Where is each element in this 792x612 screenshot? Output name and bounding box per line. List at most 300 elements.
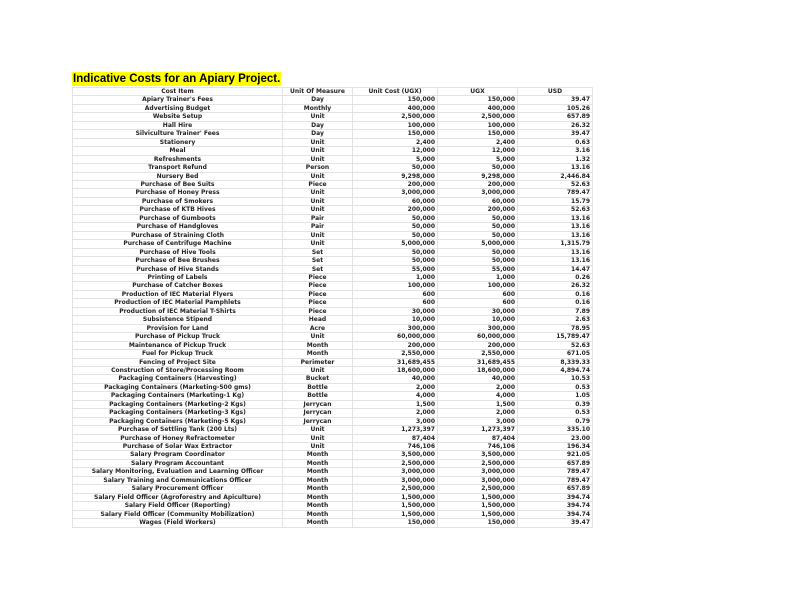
cell-cost-item[interactable]: Salary Program Accountant: [73, 459, 283, 467]
table-row: [73, 197, 593, 205]
cell-unit-cost[interactable]: 100,000: [353, 121, 438, 129]
cell-usd[interactable]: 0.53: [518, 409, 593, 417]
cell-usd[interactable]: 7.89: [518, 307, 593, 315]
table-row: [73, 147, 593, 155]
cell-cost-item[interactable]: Production of IEC Material Flyers: [73, 290, 283, 298]
cell-cost-item[interactable]: Purchase of Gumboots: [73, 214, 283, 222]
table-row: [73, 451, 593, 459]
table-row: [73, 155, 593, 163]
cell-ugx[interactable]: 600: [438, 299, 518, 307]
cell-ugx[interactable]: 1,500,000: [438, 493, 518, 501]
cell-unit-cost[interactable]: 1,500,000: [353, 502, 438, 510]
table-row: [73, 400, 593, 408]
cell-usd[interactable]: 1.05: [518, 392, 593, 400]
cell-unit[interactable]: Set: [283, 248, 353, 256]
cell-ugx[interactable]: 5,000,000: [438, 240, 518, 248]
cell-usd[interactable]: 3.16: [518, 147, 593, 155]
cell-cost-item[interactable]: Packaging Containers (Marketing-2 Kgs): [73, 400, 283, 408]
cell-unit[interactable]: Bucket: [283, 375, 353, 383]
cell-unit-cost[interactable]: 1,273,397: [353, 426, 438, 434]
table-row: [73, 426, 593, 434]
cell-unit[interactable]: Unit: [283, 189, 353, 197]
cell-unit-cost[interactable]: 2,500,000: [353, 113, 438, 121]
cell-ugx[interactable]: 150,000: [438, 519, 518, 527]
cell-cost-item[interactable]: Fencing of Project Site: [73, 358, 283, 366]
table-row: [73, 121, 593, 129]
cell-ugx[interactable]: 50,000: [438, 248, 518, 256]
cell-ugx[interactable]: 50,000: [438, 257, 518, 265]
cell-unit[interactable]: Month: [283, 350, 353, 358]
header-usd[interactable]: USD: [518, 88, 593, 96]
cell-unit-cost[interactable]: 2,400: [353, 138, 438, 146]
cell-unit-cost[interactable]: 3,500,000: [353, 451, 438, 459]
cell-usd[interactable]: 78.95: [518, 324, 593, 332]
cell-usd[interactable]: 394.74: [518, 510, 593, 518]
cell-usd[interactable]: 52.63: [518, 206, 593, 214]
cell-cost-item[interactable]: Purchase of Hive Tools: [73, 248, 283, 256]
cell-unit-cost[interactable]: 1,500,000: [353, 493, 438, 501]
table-row: [73, 468, 593, 476]
header-unit-cost-ugx[interactable]: Unit Cost (UGX): [353, 88, 438, 96]
cell-unit[interactable]: Month: [283, 459, 353, 467]
cell-cost-item[interactable]: Packaging Containers (Harvesting): [73, 375, 283, 383]
cell-usd[interactable]: 1.32: [518, 155, 593, 163]
cell-ugx[interactable]: 87,404: [438, 434, 518, 442]
cell-unit-cost[interactable]: 2,500,000: [353, 459, 438, 467]
cell-cost-item[interactable]: Salary Training and Communications Officer: [73, 476, 283, 484]
cell-ugx[interactable]: 4,000: [438, 392, 518, 400]
cell-ugx[interactable]: 2,500,000: [438, 113, 518, 121]
cell-cost-item[interactable]: Maintenance of Pickup Truck: [73, 341, 283, 349]
cell-ugx[interactable]: 150,000: [438, 130, 518, 138]
cell-cost-item[interactable]: Packaging Containers (Marketing-5 Kgs): [73, 417, 283, 425]
cell-ugx[interactable]: 3,500,000: [438, 451, 518, 459]
cell-cost-item[interactable]: Advertising Budget: [73, 104, 283, 112]
cell-cost-item[interactable]: Purchase of Hive Stands: [73, 265, 283, 273]
table-row: [73, 138, 593, 146]
cell-unit[interactable]: Jerrycan: [283, 409, 353, 417]
table-row: [73, 172, 593, 180]
cell-usd[interactable]: 789.47: [518, 476, 593, 484]
cell-cost-item[interactable]: Subsistence Stipend: [73, 316, 283, 324]
cell-unit[interactable]: Piece: [283, 282, 353, 290]
table-row: [73, 341, 593, 349]
cell-unit-cost[interactable]: 600: [353, 290, 438, 298]
table-row: [73, 290, 593, 298]
cell-ugx[interactable]: 30,000: [438, 307, 518, 315]
cell-ugx[interactable]: 400,000: [438, 104, 518, 112]
cell-unit-cost[interactable]: 3,000: [353, 417, 438, 425]
table-row: [73, 206, 593, 214]
cell-cost-item[interactable]: Salary Program Coordinator: [73, 451, 283, 459]
cell-unit[interactable]: Piece: [283, 180, 353, 188]
header-cost-item[interactable]: Cost Item: [73, 88, 283, 96]
cell-usd[interactable]: 26.32: [518, 121, 593, 129]
cell-cost-item[interactable]: Salary Procurement Officer: [73, 485, 283, 493]
cell-unit[interactable]: Unit: [283, 147, 353, 155]
cell-unit[interactable]: Unit: [283, 434, 353, 442]
cell-unit[interactable]: Bottle: [283, 392, 353, 400]
cell-cost-item[interactable]: Salary Field Officer (Community Mobilization): [73, 510, 283, 518]
cell-cost-item[interactable]: Salary Field Officer (Reporting): [73, 502, 283, 510]
cell-usd[interactable]: 39.47: [518, 519, 593, 527]
cell-unit[interactable]: Unit: [283, 333, 353, 341]
cell-usd[interactable]: 335.10: [518, 426, 593, 434]
cell-cost-item[interactable]: Purchase of Pickup Truck: [73, 333, 283, 341]
cell-unit[interactable]: Unit: [283, 172, 353, 180]
cell-ugx[interactable]: 100,000: [438, 282, 518, 290]
cell-ugx[interactable]: 2,500,000: [438, 459, 518, 467]
cell-unit-cost[interactable]: 12,000: [353, 147, 438, 155]
cell-unit[interactable]: Set: [283, 265, 353, 273]
cell-unit-cost[interactable]: 55,000: [353, 265, 438, 273]
cell-ugx[interactable]: 1,273,397: [438, 426, 518, 434]
cell-unit-cost[interactable]: 18,600,000: [353, 366, 438, 374]
table-row: [73, 510, 593, 518]
cell-ugx[interactable]: 3,000,000: [438, 468, 518, 476]
cell-usd[interactable]: 2.63: [518, 316, 593, 324]
cell-unit-cost[interactable]: 50,000: [353, 231, 438, 239]
cell-unit-cost[interactable]: 150,000: [353, 96, 438, 104]
cell-unit-cost[interactable]: 40,000: [353, 375, 438, 383]
cell-usd[interactable]: 13.16: [518, 164, 593, 172]
cell-usd[interactable]: 0.63: [518, 138, 593, 146]
cell-unit-cost[interactable]: 746,106: [353, 443, 438, 451]
cell-unit[interactable]: Unit: [283, 231, 353, 239]
cell-usd[interactable]: 23.00: [518, 434, 593, 442]
cell-cost-item[interactable]: Purchase of Smokers: [73, 197, 283, 205]
table-row: [73, 502, 593, 510]
cell-unit-cost[interactable]: 200,000: [353, 206, 438, 214]
cell-ugx[interactable]: 200,000: [438, 341, 518, 349]
cell-ugx[interactable]: 200,000: [438, 206, 518, 214]
cell-unit[interactable]: Unit: [283, 155, 353, 163]
cell-usd[interactable]: 39.47: [518, 96, 593, 104]
cell-usd[interactable]: 0.16: [518, 299, 593, 307]
table-row: [73, 96, 593, 104]
cell-unit[interactable]: Month: [283, 519, 353, 527]
cell-unit[interactable]: Unit: [283, 443, 353, 451]
cell-usd[interactable]: 657.89: [518, 485, 593, 493]
cell-ugx[interactable]: 2,550,000: [438, 350, 518, 358]
cell-cost-item[interactable]: Purchase of KTB Hives: [73, 206, 283, 214]
cell-usd[interactable]: 15.79: [518, 197, 593, 205]
cell-cost-item[interactable]: Construction of Store/Processing Room: [73, 366, 283, 374]
cell-ugx[interactable]: 50,000: [438, 231, 518, 239]
cell-usd[interactable]: 0.53: [518, 383, 593, 391]
cell-usd[interactable]: 0.16: [518, 290, 593, 298]
cell-usd[interactable]: 26.32: [518, 282, 593, 290]
cell-usd[interactable]: 196.34: [518, 443, 593, 451]
cell-cost-item[interactable]: Purchase of Settling Tank (200 Lts): [73, 426, 283, 434]
cell-unit-cost[interactable]: 3,000,000: [353, 468, 438, 476]
cell-unit[interactable]: Month: [283, 493, 353, 501]
cell-unit[interactable]: Day: [283, 121, 353, 129]
cell-ugx[interactable]: 600: [438, 290, 518, 298]
cell-unit[interactable]: Perimeter: [283, 358, 353, 366]
cell-unit-cost[interactable]: 50,000: [353, 214, 438, 222]
cell-ugx[interactable]: 31,689,455: [438, 358, 518, 366]
cell-ugx[interactable]: 18,600,000: [438, 366, 518, 374]
table-row: [73, 104, 593, 112]
table-row: [73, 366, 593, 374]
table-row: [73, 333, 593, 341]
table-row: [73, 383, 593, 391]
cell-ugx[interactable]: 3,000,000: [438, 189, 518, 197]
cell-unit-cost[interactable]: 400,000: [353, 104, 438, 112]
cell-unit-cost[interactable]: 9,298,000: [353, 172, 438, 180]
cell-ugx[interactable]: 746,106: [438, 443, 518, 451]
cell-cost-item[interactable]: Purchase of Honey Refractometer: [73, 434, 283, 442]
cell-unit[interactable]: Unit: [283, 426, 353, 434]
cell-usd[interactable]: 0.79: [518, 417, 593, 425]
cell-unit[interactable]: Piece: [283, 290, 353, 298]
table-row: [73, 240, 593, 248]
cell-cost-item[interactable]: Stationery: [73, 138, 283, 146]
sheet-title: Indicative Costs for an Apiary Project.: [73, 73, 281, 85]
table-row: [73, 248, 593, 256]
cell-unit[interactable]: Monthly: [283, 104, 353, 112]
table-row: [73, 358, 593, 366]
cell-ugx[interactable]: 150,000: [438, 96, 518, 104]
cell-ugx[interactable]: 2,500,000: [438, 485, 518, 493]
cell-unit[interactable]: Month: [283, 510, 353, 518]
cell-usd[interactable]: 2,446.84: [518, 172, 593, 180]
cell-unit[interactable]: Person: [283, 164, 353, 172]
cell-cost-item[interactable]: Salary Monitoring, Evaluation and Learning Officer: [73, 468, 283, 476]
cell-cost-item[interactable]: Meal: [73, 147, 283, 155]
table-row: [73, 392, 593, 400]
table-row: [73, 307, 593, 315]
cell-usd[interactable]: 1,315.79: [518, 240, 593, 248]
cell-cost-item[interactable]: Purchase of Centrifuge Machine: [73, 240, 283, 248]
table-row: [73, 180, 593, 188]
cell-unit[interactable]: Day: [283, 130, 353, 138]
cell-usd[interactable]: 13.16: [518, 248, 593, 256]
cell-usd[interactable]: 789.47: [518, 189, 593, 197]
cell-unit[interactable]: Unit: [283, 206, 353, 214]
cell-unit[interactable]: Month: [283, 502, 353, 510]
cell-usd[interactable]: 13.16: [518, 214, 593, 222]
cell-ugx[interactable]: 100,000: [438, 121, 518, 129]
cell-cost-item[interactable]: Packaging Containers (Marketing-500 gms): [73, 383, 283, 391]
cell-usd[interactable]: 14.47: [518, 265, 593, 273]
cell-unit-cost[interactable]: 5,000,000: [353, 240, 438, 248]
cell-unit[interactable]: Month: [283, 451, 353, 459]
cell-unit[interactable]: Bottle: [283, 383, 353, 391]
cell-ugx[interactable]: 3,000,000: [438, 476, 518, 484]
cell-unit[interactable]: Month: [283, 485, 353, 493]
cell-cost-item[interactable]: Refreshments: [73, 155, 283, 163]
cell-unit[interactable]: Unit: [283, 197, 353, 205]
cell-ugx[interactable]: 50,000: [438, 223, 518, 231]
cell-ugx[interactable]: 40,000: [438, 375, 518, 383]
cell-usd[interactable]: 105.26: [518, 104, 593, 112]
cell-ugx[interactable]: 1,500,000: [438, 510, 518, 518]
cell-cost-item[interactable]: Website Setup: [73, 113, 283, 121]
cell-unit-cost[interactable]: 300,000: [353, 324, 438, 332]
cell-unit-cost[interactable]: 4,000: [353, 392, 438, 400]
cell-ugx[interactable]: 1,500,000: [438, 502, 518, 510]
cell-usd[interactable]: 657.89: [518, 113, 593, 121]
cell-ugx[interactable]: 55,000: [438, 265, 518, 273]
cell-unit-cost[interactable]: 200,000: [353, 341, 438, 349]
cell-ugx[interactable]: 2,400: [438, 138, 518, 146]
cell-usd[interactable]: 52.63: [518, 341, 593, 349]
cell-unit-cost[interactable]: 5,000: [353, 155, 438, 163]
cell-unit[interactable]: Month: [283, 341, 353, 349]
cell-usd[interactable]: 13.16: [518, 231, 593, 239]
cell-usd[interactable]: 39.47: [518, 130, 593, 138]
cell-unit-cost[interactable]: 87,404: [353, 434, 438, 442]
cell-unit-cost[interactable]: 3,000,000: [353, 476, 438, 484]
cell-unit-cost[interactable]: 1,500: [353, 400, 438, 408]
cell-usd[interactable]: 8,339.33: [518, 358, 593, 366]
cell-usd[interactable]: 394.74: [518, 502, 593, 510]
table-row: [73, 214, 593, 222]
cell-cost-item[interactable]: Provision for Land: [73, 324, 283, 332]
cell-cost-item[interactable]: Purchase of Straining Cloth: [73, 231, 283, 239]
table-row: [73, 231, 593, 239]
cell-unit[interactable]: Unit: [283, 138, 353, 146]
cell-unit-cost[interactable]: 50,000: [353, 223, 438, 231]
cell-unit-cost[interactable]: 150,000: [353, 519, 438, 527]
cell-unit-cost[interactable]: 2,550,000: [353, 350, 438, 358]
cell-usd[interactable]: 0.39: [518, 400, 593, 408]
cell-cost-item[interactable]: Silviculture Trainer' Fees: [73, 130, 283, 138]
cell-cost-item[interactable]: Fuel for Pickup Truck: [73, 350, 283, 358]
cell-unit-cost[interactable]: 3,000,000: [353, 189, 438, 197]
cell-unit-cost[interactable]: 2,500,000: [353, 485, 438, 493]
cell-usd[interactable]: 4,894.74: [518, 366, 593, 374]
cell-cost-item[interactable]: Production of IEC Material Pamphlets: [73, 299, 283, 307]
cell-cost-item[interactable]: Wages (Field Workers): [73, 519, 283, 527]
cell-usd[interactable]: 10.53: [518, 375, 593, 383]
cell-ugx[interactable]: 1,500: [438, 400, 518, 408]
cell-unit-cost[interactable]: 1,500,000: [353, 510, 438, 518]
cell-cost-item[interactable]: Nursery Bed: [73, 172, 283, 180]
cell-unit[interactable]: Jerrycan: [283, 417, 353, 425]
cell-cost-item[interactable]: Salary Field Officer (Agroforestry and Apiculture): [73, 493, 283, 501]
cell-usd[interactable]: 15,789.47: [518, 333, 593, 341]
cell-cost-item[interactable]: Purchase of Catcher Boxes: [73, 282, 283, 290]
header-ugx[interactable]: UGX: [438, 88, 518, 96]
cell-usd[interactable]: 52.63: [518, 180, 593, 188]
cell-ugx[interactable]: 3,000: [438, 417, 518, 425]
cell-unit[interactable]: Pair: [283, 214, 353, 222]
table-row: [73, 324, 593, 332]
table-row: [73, 476, 593, 484]
cell-unit[interactable]: Piece: [283, 299, 353, 307]
cell-unit[interactable]: Piece: [283, 273, 353, 281]
cell-ugx[interactable]: 60,000,000: [438, 333, 518, 341]
table-row: [73, 434, 593, 442]
cell-ugx[interactable]: 9,298,000: [438, 172, 518, 180]
cell-unit-cost[interactable]: 30,000: [353, 307, 438, 315]
cell-unit-cost[interactable]: 2,000: [353, 409, 438, 417]
cell-unit[interactable]: Unit: [283, 113, 353, 121]
cell-usd[interactable]: 789.47: [518, 468, 593, 476]
table-row: [73, 189, 593, 197]
cell-cost-item[interactable]: Purchase of Solar Wax Extractor: [73, 443, 283, 451]
cell-cost-item[interactable]: Apiary Trainer's Fees: [73, 96, 283, 104]
cell-unit-cost[interactable]: 60,000,000: [353, 333, 438, 341]
cell-ugx[interactable]: 2,000: [438, 409, 518, 417]
cell-unit-cost[interactable]: 2,000: [353, 383, 438, 391]
table-row: [73, 409, 593, 417]
cell-usd[interactable]: 671.05: [518, 350, 593, 358]
cell-cost-item[interactable]: Purchase of Bee Brushes: [73, 257, 283, 265]
cell-unit-cost[interactable]: 150,000: [353, 130, 438, 138]
cell-usd[interactable]: 394.74: [518, 493, 593, 501]
cell-cost-item[interactable]: Packaging Containers (Marketing-3 Kgs): [73, 409, 283, 417]
cell-usd[interactable]: 657.89: [518, 459, 593, 467]
cell-unit[interactable]: Month: [283, 468, 353, 476]
cell-cost-item[interactable]: Production of IEC Material T-Shirts: [73, 307, 283, 315]
cell-ugx[interactable]: 10,000: [438, 316, 518, 324]
cell-unit[interactable]: Head: [283, 316, 353, 324]
cell-ugx[interactable]: 60,000: [438, 197, 518, 205]
cell-unit[interactable]: Month: [283, 476, 353, 484]
cell-unit[interactable]: Unit: [283, 240, 353, 248]
cell-usd[interactable]: 13.16: [518, 257, 593, 265]
cell-unit-cost[interactable]: 50,000: [353, 164, 438, 172]
cell-unit-cost[interactable]: 200,000: [353, 180, 438, 188]
table-row: [73, 223, 593, 231]
cell-ugx[interactable]: 2,000: [438, 383, 518, 391]
cell-ugx[interactable]: 200,000: [438, 180, 518, 188]
table-row: [73, 316, 593, 324]
cell-usd[interactable]: 921.05: [518, 451, 593, 459]
table-row: [73, 130, 593, 138]
table-row: [73, 257, 593, 265]
cell-unit[interactable]: Set: [283, 257, 353, 265]
cell-ugx[interactable]: 1,000: [438, 273, 518, 281]
cell-cost-item[interactable]: Purchase of Bee Suits: [73, 180, 283, 188]
cell-unit-cost[interactable]: 100,000: [353, 282, 438, 290]
cell-unit-cost[interactable]: 31,689,455: [353, 358, 438, 366]
cell-unit[interactable]: Day: [283, 96, 353, 104]
cell-ugx[interactable]: 5,000: [438, 155, 518, 163]
cell-unit[interactable]: Piece: [283, 307, 353, 315]
cell-ugx[interactable]: 50,000: [438, 214, 518, 222]
cell-cost-item[interactable]: Hall Hire: [73, 121, 283, 129]
cell-unit[interactable]: Pair: [283, 223, 353, 231]
cell-usd[interactable]: 0.26: [518, 273, 593, 281]
cell-unit-cost[interactable]: 50,000: [353, 257, 438, 265]
cell-cost-item[interactable]: Purchase of Handgloves: [73, 223, 283, 231]
cell-usd[interactable]: 13.16: [518, 223, 593, 231]
table-row: [73, 299, 593, 307]
cell-unit[interactable]: Acre: [283, 324, 353, 332]
cell-unit-cost[interactable]: 10,000: [353, 316, 438, 324]
cell-unit-cost[interactable]: 600: [353, 299, 438, 307]
cell-unit[interactable]: Unit: [283, 366, 353, 374]
table-row: [73, 164, 593, 172]
cell-cost-item[interactable]: Transport Refund: [73, 164, 283, 172]
cell-cost-item[interactable]: Purchase of Honey Press: [73, 189, 283, 197]
cell-cost-item[interactable]: Packaging Containers (Marketing-1 Kg): [73, 392, 283, 400]
cell-unit-cost[interactable]: 60,000: [353, 197, 438, 205]
cell-ugx[interactable]: 12,000: [438, 147, 518, 155]
cell-unit-cost[interactable]: 50,000: [353, 248, 438, 256]
cell-unit[interactable]: Jerrycan: [283, 400, 353, 408]
cell-unit-cost[interactable]: 1,000: [353, 273, 438, 281]
cell-ugx[interactable]: 300,000: [438, 324, 518, 332]
cell-cost-item[interactable]: Printing of Labels: [73, 273, 283, 281]
cell-ugx[interactable]: 50,000: [438, 164, 518, 172]
header-unit-of-measure[interactable]: Unit Of Measure: [283, 88, 353, 96]
